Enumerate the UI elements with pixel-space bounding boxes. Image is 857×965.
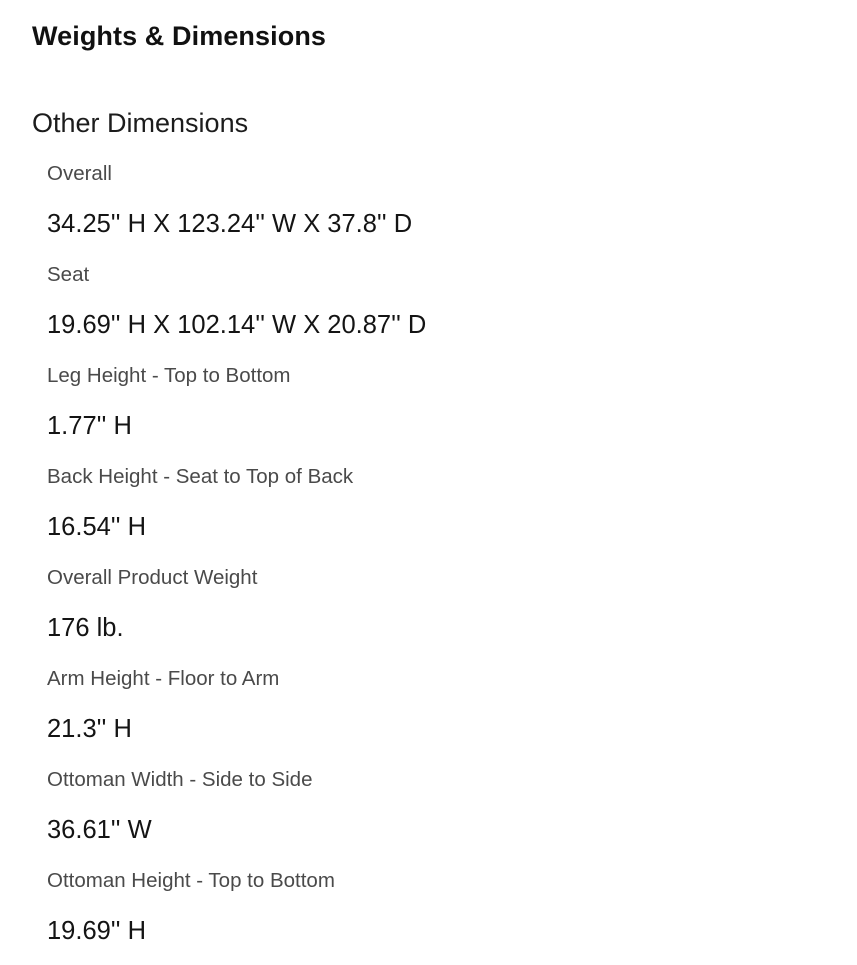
spec-value: 19.69'' H X 102.14'' W X 20.87'' D	[47, 311, 427, 339]
spec-label: Overall Product Weight	[47, 566, 258, 589]
spec-value: 34.25'' H X 123.24'' W X 37.8'' D	[47, 210, 413, 238]
spec-seat	[47, 258, 827, 359]
spec-back-height	[47, 460, 827, 561]
spec-label: Ottoman Height - Top to Bottom	[47, 869, 335, 892]
spec-overall	[47, 157, 827, 258]
spec-product-weight	[47, 561, 827, 662]
spec-value: 19.69'' H	[47, 917, 147, 945]
spec-value: 21.3'' H	[47, 715, 132, 743]
spec-value: 1.77'' H	[47, 412, 132, 440]
spec-label: Overall	[47, 162, 112, 185]
spec-label: Seat	[47, 263, 90, 286]
spec-value: 176 lb.	[47, 614, 124, 642]
spec-ottoman-height	[47, 864, 827, 965]
spec-label: Leg Height - Top to Bottom	[47, 364, 291, 387]
spec-ottoman-width	[47, 763, 827, 864]
spec-label: Ottoman Width - Side to Side	[47, 768, 313, 791]
spec-label: Arm Height - Floor to Arm	[47, 667, 280, 690]
spec-label: Back Height - Seat to Top of Back	[47, 465, 354, 488]
spec-arm-height	[47, 662, 827, 763]
section-title: Weights & Dimensions	[32, 21, 327, 51]
spec-value: 36.61'' W	[47, 816, 152, 844]
spec-value: 16.54'' H	[47, 513, 147, 541]
other-dimensions-heading: Other Dimensions	[32, 108, 249, 138]
spec-leg-height	[47, 359, 827, 460]
dimension-list	[47, 157, 827, 965]
